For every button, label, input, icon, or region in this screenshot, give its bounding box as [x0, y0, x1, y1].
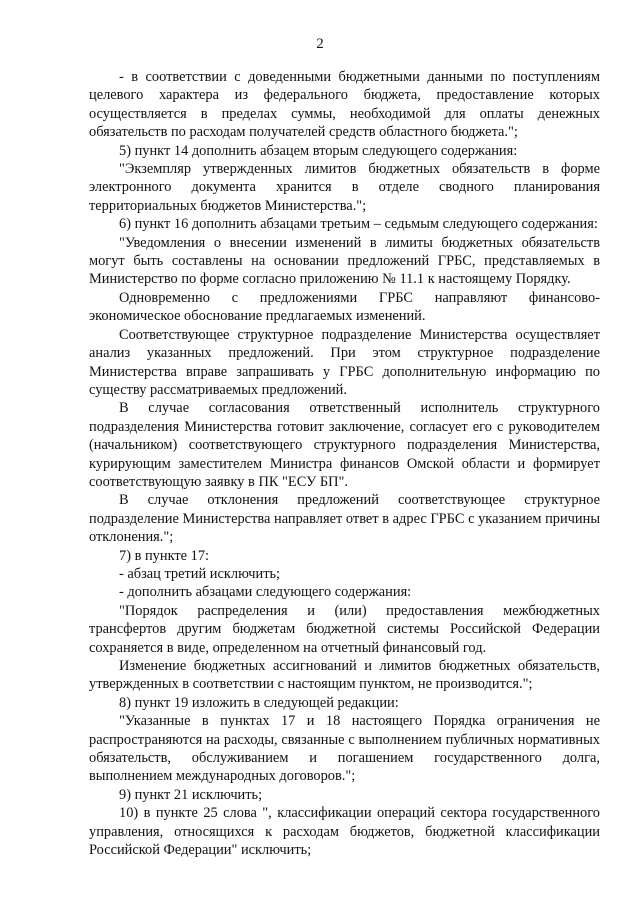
paragraph: 10) в пункте 25 слова ", классификации операций сектора государственного управления, относящихся к расходам бюджетов, бюджетной классификации Российской Федерации" исключить;	[89, 805, 600, 859]
paragraph: - в соответствии с доведенными бюджетными данными по поступлениям целевого характера из федерального бюджета, предоставление которых осуществляется в пределах суммы, необходимой для оплаты денежных обязательств по расходам получателей средств областного бюджета.";	[89, 69, 600, 141]
paragraph: В случае отклонения предложений соответствующее структурное подразделение Министерства направляет ответ в адрес ГРБС с указанием причины отклонения.";	[89, 492, 600, 546]
paragraph: - абзац третий исключить;	[119, 565, 281, 582]
paragraph: В случае согласования ответственный исполнитель структурного подразделения Министерства готовит заключение, согласует его с руководителем (начальником) соответствующего структурного подразделения Министерства, курирующим заместителем Министра финансов Омской области и формирует соответствующую заявку в ПК "ЕСУ БП".	[89, 400, 600, 490]
paragraph: 7) в пункте 17:	[119, 547, 210, 564]
page-number: 2	[316, 36, 324, 52]
paragraph: 5) пункт 14 дополнить абзацем вторым следующего содержания:	[119, 142, 518, 159]
paragraph: Одновременно с предложениями ГРБС направляют финансово-экономическое обоснование предлагаемых изменений.	[89, 289, 600, 325]
paragraph: "Уведомления о внесении изменений в лимиты бюджетных обязательств могут быть составлены на основании предложений ГРБС, представляемых в Министерство по форме согласно приложению № 11.1 к настоящему Порядку.	[89, 234, 600, 288]
paragraph: 8) пункт 19 изложить в следующей редакции:	[119, 694, 399, 711]
paragraph: - дополнить абзацами следующего содержания:	[119, 584, 412, 601]
paragraph: "Порядок распределения и (или) предоставления межбюджетных трансфертов другим бюджетам бюджетной системы Российской Федерации сохраняется в виде, определенном на отчетный финансовый год.	[89, 602, 600, 656]
paragraph: "Экземпляр утвержденных лимитов бюджетных обязательств в форме электронного документа хранится в отделе сводного планирования территориальных бюджетов Министерства.";	[89, 161, 600, 214]
paragraph: Изменение бюджетных ассигнований и лимитов бюджетных обязательств, утвержденных в соответствии с настоящим пунктом, не производится.";	[89, 658, 600, 693]
paragraph: Соответствующее структурное подразделение Министерства осуществляет анализ указанных предложений. При этом структурное подразделение Министерства вправе запрашивать у ГРБС дополнительную информацию по существу рассматриваемых предложений.	[89, 326, 600, 398]
paragraph: 9) пункт 21 исключить;	[119, 786, 263, 803]
paragraph: "Указанные в пунктах 17 и 18 настоящего Порядка ограничения не распространяются на расходы, связанные с выполнением публичных нормативных обязательств, обслуживанием и погашением государственного долга, выполнением международных договоров.";	[89, 713, 600, 785]
document-body	[89, 68, 600, 859]
paragraph: 6) пункт 16 дополнить абзацами третьим – седьмым следующего содержания:	[119, 216, 598, 233]
